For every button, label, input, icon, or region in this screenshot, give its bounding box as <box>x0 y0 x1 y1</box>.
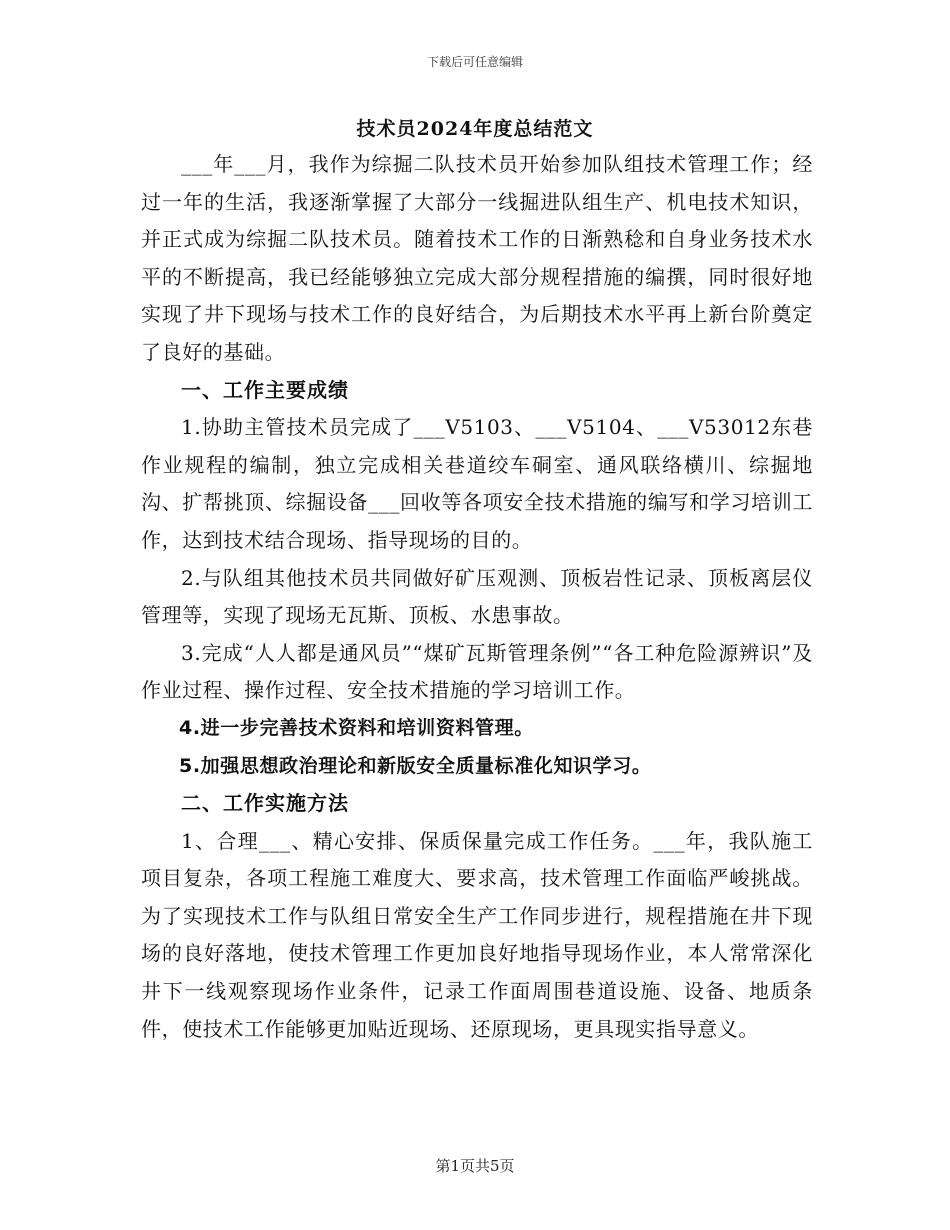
page-number: 第1页共5页 <box>435 1157 515 1175</box>
achievement-item-1: 1.协助主管技术员完成了___V5103、___V5104、___V53012东巷作业规程的编制，独立完成相关巷道绞车硐室、通风联络横川、综掘地沟、扩帮挑顶、综掘设备___回收等各项安全技术措施的编写和学习培训工作，达到技术结合现场、指导现场的目的。 <box>141 415 813 552</box>
page-header-note: 下载后可任意编辑 <box>426 55 523 69</box>
section-heading-methods: 二、工作实施方法 <box>181 791 349 816</box>
document-body <box>141 146 813 1048</box>
achievement-item-4: 4.进一步完善技术资料和培训资料管理。 <box>179 716 534 739</box>
achievement-item-3: 3.完成“人人都是通风员”“煤矿瓦斯管理条例”“各工种危险源辨识”及作业过程、操作过程、安全技术措施的学习培训工作。 <box>141 640 813 703</box>
intro-paragraph: ___年___月，我作为综掘二队技术员开始参加队组技术管理工作；经过一年的生活，我逐渐掌握了大部分一线掘进队组生产、机电技术知识，并正式成为综掘二队技术员。随着技术工作的日渐熟稔和自身业务技术水平的不断提高，我已经能够独立完成大部分规程措施的编撰，同时很好地实现了井下现场与技术工作的良好结合，为后期技术水平再上新台阶奠定了良好的基础。 <box>141 152 813 364</box>
achievement-item-5: 5.加强思想政治理论和新版安全质量标准化知识学习。 <box>179 754 652 777</box>
achievement-item-2: 2.与队组其他技术员共同做好矿压观测、顶板岩性记录、顶板离层仪管理等，实现了现场无瓦斯、顶板、水患事故。 <box>141 565 813 628</box>
method-item-1: 1、合理___、精心安排、保质保量完成工作任务。___年，我队施工项目复杂，各项工程施工难度大、要求高，技术管理工作面临严峻挑战。为了实现技术工作与队组日常安全生产工作同步进行，规程措施在井下现场的良好落地，使技术管理工作更加良好地指导现场作业，本人常常深化井下一线观察现场作业条件，记录工作面周围巷道设施、设备、地质条件，使技术工作能够更加贴近现场、还原现场，更具现实指导意义。 <box>141 828 813 1041</box>
document-title: 技术员2024年度总结范文 <box>356 118 594 140</box>
section-heading-achievements: 一、工作主要成绩 <box>181 377 349 402</box>
